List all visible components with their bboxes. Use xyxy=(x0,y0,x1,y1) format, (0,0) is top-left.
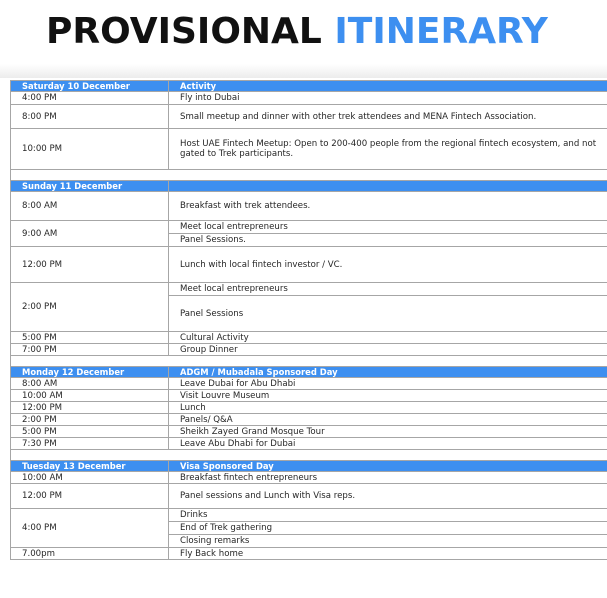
row-activity: Meet local entrepreneurs xyxy=(169,221,607,234)
row-activity: Visit Louvre Museum xyxy=(169,390,607,402)
table-row xyxy=(11,390,607,402)
row-activity: Meet local entrepreneurs xyxy=(169,283,607,296)
title-part-itinerary: ITINERARY xyxy=(334,11,548,52)
table-row xyxy=(11,247,607,283)
day-header-label: Tuesday 13 December xyxy=(11,461,169,472)
row-activity: Panel Sessions xyxy=(169,296,607,332)
day-header-activity: Visa Sponsored Day xyxy=(169,461,607,472)
day-header-activity: ADGM / Mubadala Sponsored Day xyxy=(169,367,607,378)
table-row xyxy=(11,402,607,414)
table-row xyxy=(11,221,607,234)
row-activity: Small meetup and dinner with other trek attendees and MENA Fintech Association. xyxy=(169,105,607,129)
row-activity: Group Dinner xyxy=(169,344,607,356)
table-row xyxy=(11,92,607,105)
day-header-label: Monday 12 December xyxy=(11,367,169,378)
row-time: 10:00 AM xyxy=(11,390,169,402)
table-row xyxy=(11,426,607,438)
section-gap xyxy=(11,170,607,181)
section-gap xyxy=(11,450,607,461)
row-time: 7:00 PM xyxy=(11,344,169,356)
day-header-activity: Activity xyxy=(169,81,607,92)
table-row xyxy=(11,438,607,450)
row-time: 12:00 PM xyxy=(11,484,169,509)
row-activity: Drinks xyxy=(169,509,607,522)
row-time: 2:00 PM xyxy=(11,414,169,426)
day-header-saturday xyxy=(11,81,607,92)
table-row xyxy=(11,344,607,356)
row-activity: Host UAE Fintech Meetup: Open to 200-400 people from the regional fintech ecosystem, and not gated to Trek participants. xyxy=(169,129,607,170)
section-gap xyxy=(11,356,607,367)
day-header-monday xyxy=(11,367,607,378)
day-header-label: Saturday 10 December xyxy=(11,81,169,92)
table-row xyxy=(11,192,607,221)
row-activity: End of Trek gathering xyxy=(169,522,607,535)
row-time: 7.00pm xyxy=(11,548,169,560)
row-time: 2:00 PM xyxy=(11,283,169,332)
row-activity: Cultural Activity xyxy=(169,332,607,344)
row-time: 8:00 PM xyxy=(11,105,169,129)
day-header-tuesday xyxy=(11,461,607,472)
table-row xyxy=(11,484,607,509)
row-time: 10:00 AM xyxy=(11,472,169,484)
row-activity: Lunch with local fintech investor / VC. xyxy=(169,247,607,283)
row-time: 5:00 PM xyxy=(11,332,169,344)
header-divider xyxy=(0,64,607,78)
row-activity: Breakfast with trek attendees. xyxy=(169,192,607,221)
table-row xyxy=(11,283,607,296)
row-activity: Lunch xyxy=(169,402,607,414)
row-time: 5:00 PM xyxy=(11,426,169,438)
table-row xyxy=(11,548,607,560)
row-activity: Fly into Dubai xyxy=(169,92,607,105)
row-time: 8:00 AM xyxy=(11,192,169,221)
table-row xyxy=(11,105,607,129)
row-activity: Leave Abu Dhabi for Dubai xyxy=(169,438,607,450)
row-activity: Panel Sessions. xyxy=(169,234,607,247)
day-header-activity xyxy=(169,181,607,192)
table-row xyxy=(11,472,607,484)
row-time: 8:00 AM xyxy=(11,378,169,390)
row-activity: Panels/ Q&A xyxy=(169,414,607,426)
row-time: 4:00 PM xyxy=(11,509,169,548)
row-time: 12:00 PM xyxy=(11,247,169,283)
day-header-sunday xyxy=(11,181,607,192)
row-activity: Breakfast fintech entrepreneurs xyxy=(169,472,607,484)
row-activity: Sheikh Zayed Grand Mosque Tour xyxy=(169,426,607,438)
table-row xyxy=(11,332,607,344)
itinerary-table xyxy=(10,80,607,560)
row-time: 9:00 AM xyxy=(11,221,169,247)
page-title xyxy=(46,10,548,54)
row-activity: Closing remarks xyxy=(169,535,607,548)
table-row xyxy=(11,509,607,522)
title-part-provisional: PROVISIONAL xyxy=(46,11,322,52)
row-activity: Fly Back home xyxy=(169,548,607,560)
row-activity: Panel sessions and Lunch with Visa reps. xyxy=(169,484,607,509)
row-time: 7:30 PM xyxy=(11,438,169,450)
row-time: 12:00 PM xyxy=(11,402,169,414)
day-header-label: Sunday 11 December xyxy=(11,181,169,192)
table-row xyxy=(11,129,607,170)
row-time: 10:00 PM xyxy=(11,129,169,170)
table-row xyxy=(11,414,607,426)
table-row xyxy=(11,378,607,390)
row-time: 4:00 PM xyxy=(11,92,169,105)
row-activity: Leave Dubai for Abu Dhabi xyxy=(169,378,607,390)
